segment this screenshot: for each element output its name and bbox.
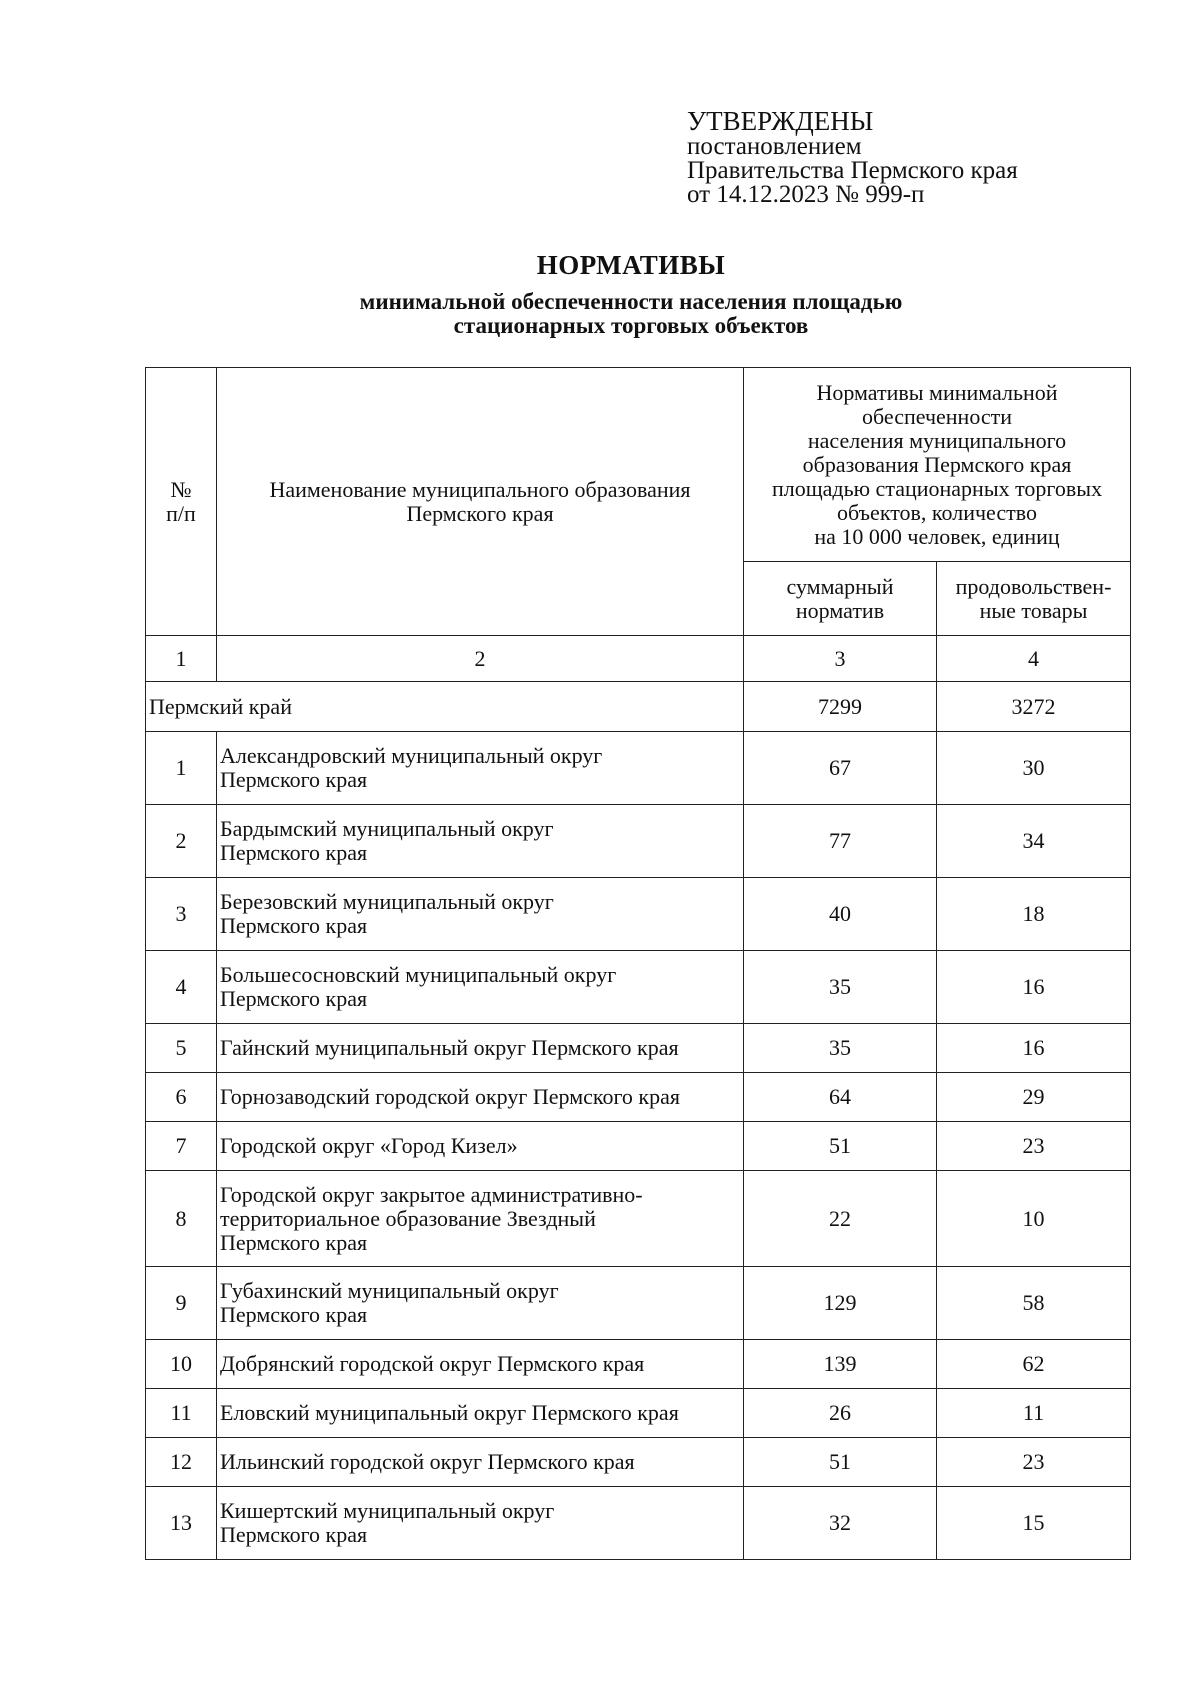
- document-title: НОРМАТИВЫ: [536, 250, 726, 280]
- name-line: Пермского края: [220, 986, 368, 1011]
- row-municipality-name: [217, 1122, 744, 1171]
- row-food-norm: 11: [937, 1389, 1131, 1438]
- row-number: 11: [146, 1389, 217, 1438]
- row-food-norm: 23: [937, 1122, 1131, 1171]
- name-line: Губахинский муниципальный округ: [220, 1278, 559, 1303]
- row-number: 3: [146, 878, 217, 951]
- row-number: 2: [146, 805, 217, 878]
- row-food-norm: 10: [937, 1171, 1131, 1267]
- row-number: 1: [146, 732, 217, 805]
- name-line: Еловский муниципальный округ Пермского края: [220, 1400, 679, 1425]
- table-row: [146, 1389, 1131, 1438]
- row-food-norm: 34: [937, 805, 1131, 878]
- region-row: [146, 682, 1131, 732]
- row-food-norm: 16: [937, 951, 1131, 1024]
- header-norms-line: объектов, количество: [837, 499, 1037, 525]
- header-norms-line: на 10 000 человек, единиц: [814, 523, 1060, 549]
- document-subtitle: [0, 290, 1200, 338]
- row-number: 4: [146, 951, 217, 1024]
- approval-stamp: [687, 108, 1018, 207]
- row-food-norm: 29: [937, 1073, 1131, 1122]
- row-total-norm: 67: [744, 732, 937, 805]
- name-line: Гайнский муниципальный округ Пермского края: [220, 1035, 679, 1060]
- header-norms-line: обеспеченности: [861, 403, 1013, 429]
- table-row: [146, 878, 1131, 951]
- header-norms-lines: [748, 381, 1126, 549]
- approval-line: Правительства Пермского края: [687, 157, 1018, 184]
- table-body: [146, 732, 1131, 1560]
- approval-heading: УТВЕРЖДЕНЫ: [687, 106, 874, 136]
- header-norms: [744, 368, 1131, 562]
- table-row: [146, 732, 1131, 805]
- row-number: 13: [146, 1487, 217, 1560]
- header-name: Наименование муниципального образования Пермского края: [217, 368, 744, 636]
- approval-line: постановлением: [687, 133, 862, 160]
- row-total-norm: 40: [744, 878, 937, 951]
- table-header-row: [146, 368, 1131, 562]
- name-line: Бардымский муниципальный округ: [220, 816, 554, 841]
- table-row: [146, 1267, 1131, 1340]
- table-row: [146, 1171, 1131, 1267]
- row-total-norm: 77: [744, 805, 937, 878]
- header-total: суммарный норматив: [744, 562, 937, 636]
- subtitle-line: минимальной обеспеченности населения площадью: [359, 289, 903, 314]
- row-total-norm: 139: [744, 1340, 937, 1389]
- name-line: Добрянский городской округ Пермского края: [220, 1351, 645, 1376]
- name-line: Горнозаводский городской округ Пермского края: [220, 1084, 681, 1109]
- name-line: Александровский муниципальный округ: [220, 743, 603, 768]
- row-municipality-name: [217, 805, 744, 878]
- row-food-norm: 62: [937, 1340, 1131, 1389]
- table-row: [146, 1073, 1131, 1122]
- table-row: [146, 951, 1131, 1024]
- region-total: 7299: [744, 682, 937, 732]
- region-name: Пермский край: [146, 682, 744, 732]
- row-food-norm: 16: [937, 1024, 1131, 1073]
- row-total-norm: 32: [744, 1487, 937, 1560]
- row-food-norm: 30: [937, 732, 1131, 805]
- column-number: 3: [744, 636, 937, 682]
- row-total-norm: 64: [744, 1073, 937, 1122]
- row-number: 5: [146, 1024, 217, 1073]
- row-municipality-name: [217, 878, 744, 951]
- name-line: Ильинский городской округ Пермского края: [220, 1449, 635, 1474]
- row-food-norm: 23: [937, 1438, 1131, 1487]
- row-number: 8: [146, 1171, 217, 1267]
- table-row: [146, 1438, 1131, 1487]
- name-line: Пермского края: [220, 1522, 368, 1547]
- row-municipality-name: [217, 1267, 744, 1340]
- row-municipality-name: [217, 1438, 744, 1487]
- row-food-norm: 18: [937, 878, 1131, 951]
- table-row: [146, 805, 1131, 878]
- row-total-norm: 35: [744, 1024, 937, 1073]
- row-municipality-name: [217, 1340, 744, 1389]
- region-food: 3272: [937, 682, 1131, 732]
- row-total-norm: 26: [744, 1389, 937, 1438]
- row-food-norm: 58: [937, 1267, 1131, 1340]
- name-line: Пермского края: [220, 1229, 368, 1255]
- row-number: 10: [146, 1340, 217, 1389]
- name-line: Кишертский муниципальный округ: [220, 1498, 555, 1523]
- subtitle-line: стационарных торговых объектов: [453, 313, 809, 338]
- name-line: Городской округ закрытое административно-: [220, 1181, 643, 1207]
- norms-table: [145, 367, 1131, 1560]
- row-municipality-name: [217, 1487, 744, 1560]
- name-line: Пермского края: [220, 913, 368, 938]
- header-norms-line: Нормативы минимальной: [816, 379, 1058, 405]
- row-total-norm: 51: [744, 1438, 937, 1487]
- table-row: [146, 1340, 1131, 1389]
- row-number: 7: [146, 1122, 217, 1171]
- table-row: [146, 1487, 1131, 1560]
- header-food: продовольствен- ные товары: [937, 562, 1131, 636]
- name-line: Пермского края: [220, 840, 368, 865]
- column-number: 4: [937, 636, 1131, 682]
- row-food-norm: 15: [937, 1487, 1131, 1560]
- header-norms-line: образования Пермского края: [802, 451, 1072, 477]
- header-norms-line: населения муниципального: [807, 427, 1067, 453]
- approval-date-number: от 14.12.2023 № 999-п: [687, 181, 925, 208]
- row-municipality-name: [217, 1024, 744, 1073]
- table-row: [146, 1024, 1131, 1073]
- header-norms-line: площадью стационарных торговых: [771, 475, 1103, 501]
- row-municipality-name: [217, 1389, 744, 1438]
- row-total-norm: 35: [744, 951, 937, 1024]
- column-number: 2: [217, 636, 744, 682]
- row-municipality-name: [217, 732, 744, 805]
- row-total-norm: 22: [744, 1171, 937, 1267]
- name-line: территориальное образование Звездный: [220, 1205, 596, 1231]
- row-number: 9: [146, 1267, 217, 1340]
- name-line: Березовский муниципальный округ: [220, 889, 554, 914]
- table-row: [146, 1122, 1131, 1171]
- column-number-row: [146, 636, 1131, 682]
- header-num: № п/п: [146, 368, 217, 636]
- row-municipality-name: [217, 951, 744, 1024]
- row-total-norm: 51: [744, 1122, 937, 1171]
- row-total-norm: 129: [744, 1267, 937, 1340]
- row-municipality-name: [217, 1171, 744, 1267]
- column-number: 1: [146, 636, 217, 682]
- row-number: 12: [146, 1438, 217, 1487]
- name-line: Городской округ «Город Кизел»: [220, 1133, 518, 1158]
- name-line: Большесосновский муниципальный округ: [220, 962, 617, 987]
- name-line: Пермского края: [220, 767, 368, 792]
- row-municipality-name: [217, 1073, 744, 1122]
- name-line: Пермского края: [220, 1302, 368, 1327]
- row-number: 6: [146, 1073, 217, 1122]
